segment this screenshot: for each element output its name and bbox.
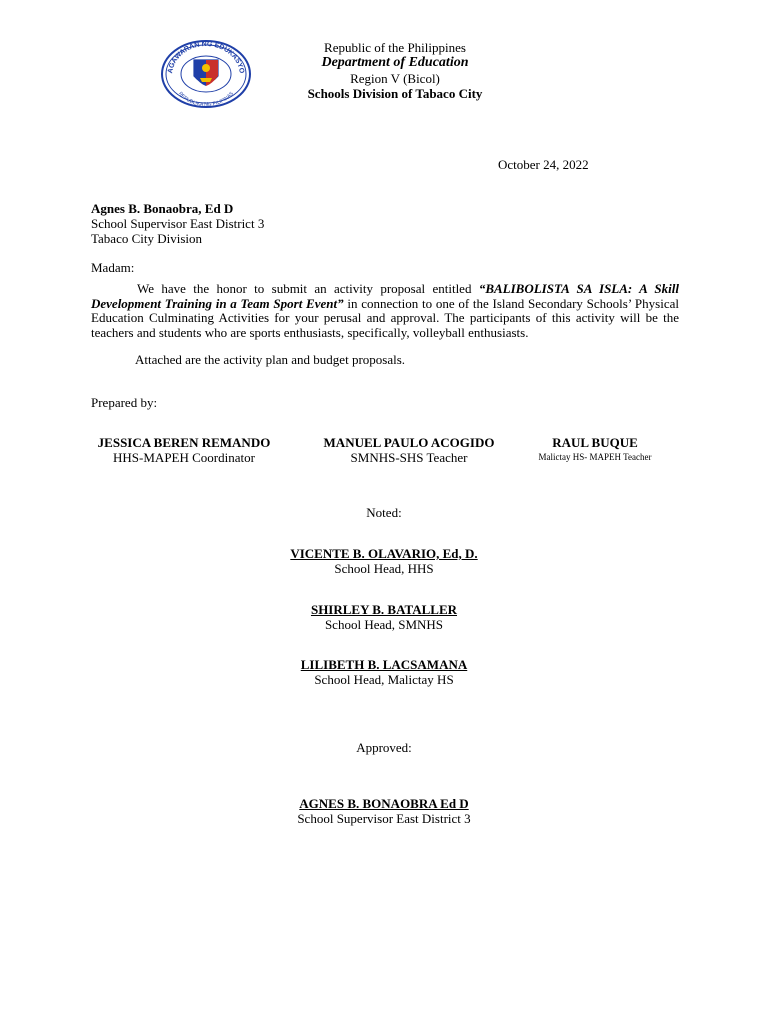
noted-3-name: LILIBETH B. LACSAMANA xyxy=(300,657,468,672)
recipient-office: Tabaco City Division xyxy=(91,231,203,246)
preparer-2 xyxy=(306,435,512,465)
letterhead-region: Region V (Bicol) xyxy=(350,71,440,86)
preparer-1 xyxy=(84,435,284,465)
noted-3 xyxy=(264,657,504,687)
preparer-3 xyxy=(520,435,670,465)
svg-text:REPUBLIKA NG PILIPINAS: REPUBLIKA NG PILIPINAS xyxy=(177,90,235,108)
noted-1-title: School Head, HHS xyxy=(334,561,434,576)
approver xyxy=(264,796,504,826)
noted-2 xyxy=(264,602,504,632)
salutation: Madam: xyxy=(91,260,135,275)
deped-seal xyxy=(160,40,252,108)
approved-label: Approved: xyxy=(356,740,412,755)
preparer-1-title: HHS-MAPEH Coordinator xyxy=(113,450,255,465)
prepared-label: Prepared by: xyxy=(91,395,158,410)
letter-date: October 24, 2022 xyxy=(498,157,589,172)
preparer-1-name: JESSICA BEREN REMANDO xyxy=(97,435,271,450)
noted-1-name: VICENTE B. OLAVARIO, Ed, D. xyxy=(290,546,478,561)
body-text-b: in connection to one of the Island Secondary Schools’ Physical Education Culminating Activities for your perusal and approval. The participants of this activity will be the teachers and students who are sports enthusiasts, specifically, volleyball enthusiasts. xyxy=(91,295,679,340)
recipient-block xyxy=(91,201,264,246)
recipient-position: School Supervisor East District 3 xyxy=(91,216,265,231)
approver-title: School Supervisor East District 3 xyxy=(297,811,471,826)
noted-3-title: School Head, Malictay HS xyxy=(314,672,454,687)
body-paragraph-2: Attached are the activity plan and budget proposals. xyxy=(135,352,406,367)
preparer-2-title: SMNHS-SHS Teacher xyxy=(350,450,468,465)
approver-name: AGNES B. BONAOBRA Ed D xyxy=(299,796,469,811)
preparer-2-name: MANUEL PAULO ACOGIDO xyxy=(323,435,495,450)
deped-seal-icon xyxy=(160,40,252,108)
letterhead-division: Schools Division of Tabaco City xyxy=(307,86,483,101)
activity-title: “BALIBOLISTA SA ISLA: A Skill Development Training in a Team Sport Event” xyxy=(91,281,679,311)
letterhead-republic: Republic of the Philippines xyxy=(324,40,466,55)
letterhead-department: Department of Education xyxy=(321,55,469,70)
noted-2-title: School Head, SMNHS xyxy=(324,617,444,632)
recipient-name: Agnes B. Bonaobra, Ed D xyxy=(91,201,234,216)
body-text-a: We have the honor to submit an activity proposal entitled xyxy=(137,281,479,296)
body-paragraph-1 xyxy=(91,282,679,340)
preparer-3-name: RAUL BUQUE xyxy=(552,435,638,450)
noted-label: Noted: xyxy=(366,505,402,520)
noted-2-name: SHIRLEY B. BATALLER xyxy=(310,602,458,617)
svg-text:KAGAWARAN NG EDUKASYON: AGAWARAN NG EDUKASYO xyxy=(167,40,245,75)
preparer-3-title: Malictay HS- MAPEH Teacher xyxy=(538,452,652,462)
noted-1 xyxy=(264,546,504,576)
